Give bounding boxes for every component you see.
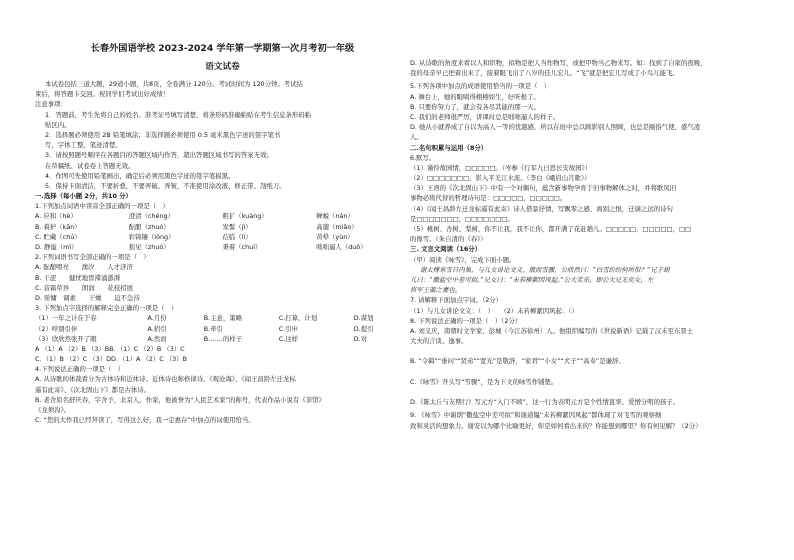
q8-option: 大夫的言谈、逸事。 — [410, 337, 468, 346]
q8-option: C.《咏雪》开头写“雪骤”，是为下文的咏雪作铺垫。 — [410, 377, 558, 386]
intro-line: 束后，将答题卡交回。祝同学们考试出好成绩！ — [35, 90, 170, 99]
exam-subtitle: 语文试卷 — [205, 62, 240, 72]
q4-option: 我的母亲早已把着出来了，接着眼飞出了八岁的佳儿宏儿。“飞”就是把宏儿写成了小鸟儿能飞。 — [410, 69, 679, 78]
q1-option: D. 静谧（mì） — [35, 243, 78, 251]
note-line: 3．请按照题号顺序在各题目的答题区域内作答，超出答题区域书写的答案无效； — [45, 151, 273, 160]
q3-cell: C.引申 — [278, 324, 299, 333]
q3-row — [35, 313, 410, 323]
q6-item: 事物必将代替的哲理诗句是：□□□□□，□□□□□。 — [410, 194, 567, 203]
q1-option-row — [35, 232, 410, 242]
q3-cell: B.牵引 — [203, 324, 223, 333]
q4-option: 《龙须沟》。 — [35, 406, 71, 414]
q3-cell: B.……的样子 — [203, 334, 243, 343]
q3-answer: C．（1）B （2）C （3）DD．（1）A （2）C （3）B — [35, 355, 187, 364]
q4-option: C. “您的大作我已经拜读了，写得这么好，我一定惠存”中加点的词使用恰当。 — [35, 416, 255, 425]
q3-cell: （2）呼朋引伴 — [35, 324, 78, 333]
q1-option: 黄晕（yùn） — [316, 232, 354, 241]
q6-item: （4）《闻王昌龄左迁龙标遥有此寄》诗人借景抒情，写飘零之感、离别之恨，迁谪之远的诗句 — [410, 204, 673, 213]
q6-item: （3）王湾的《次北固山下》中有一个对偶句，蕴含新事物孕育于旧事物解体之时，并将歌凤旧 — [410, 184, 677, 193]
q2-option: D. 骄慵 调素 干燥 迫不急待 — [35, 293, 140, 302]
q4-option: A. 从诗歌的体裁看分为古体诗和近体诗。近体诗也称格律诗。《观沧海》、《闻王昌龄左迁龙标 — [35, 375, 296, 384]
q1-option: 发髻（jì） — [222, 222, 252, 231]
note-line: 1．答题前，考生先将自己的姓名、准考证号填写清楚，将条形码准确粘贴在考生信息条形码粘 — [45, 110, 312, 119]
note-line: 5．保持卡面清洁，不要折叠，不要弄破、弄皱，不准使用涂改液、修正带、刮纸刀。 — [45, 181, 286, 190]
q3-stem: 3. 下列加点字选择的解释完全正确的一项是（ ） — [35, 304, 178, 313]
q4-option: D. 从诗歌的角度来看以人和织物，拟物是把人当作物写，或把甲物当乙物来写。如：找到了自家的夜晚， — [410, 59, 707, 67]
note-line: 写，字体工整、笔迹清楚。 — [45, 141, 122, 150]
q5-option: 人。 — [410, 133, 423, 142]
q3-cell: A.然而 — [147, 334, 167, 343]
q7-stem: 7. 请解释下面加点字词。（2分） — [410, 296, 503, 305]
section-1-heading: 一.选择（每小题 2分，共10 分） — [35, 192, 132, 201]
q3-cell: D.对 — [353, 334, 368, 343]
right-column — [410, 0, 785, 431]
q1-option: 澄清（chéng） — [128, 212, 174, 221]
q1-option: B. 着护（kān） — [35, 222, 81, 231]
q1-option: 彩锦镶（lòng） — [128, 232, 175, 241]
q6-stem: 6.默写。 — [410, 153, 436, 162]
note-line: 2．选择题必须使用 2B 铅笔填涂；非选择题必须使用 0.5 毫米黑色字迹的签字笔书 — [45, 130, 281, 139]
q2-option: B. 干涩 健忧地窖滞涌澎湃 — [35, 273, 121, 282]
q3-cell: D.提引 — [353, 324, 374, 333]
q5-option: C. 我们的老师很严厉，讲课时总是咄咄逼人的样子。 — [410, 112, 560, 121]
q5-option: A. 舞台上，她的眼唱得栩栩如生，好听极了。 — [410, 92, 540, 101]
classical-text-line: 将军王凝之妻也。 — [410, 286, 462, 295]
q1-option: 咄咄逼人（duō） — [316, 243, 367, 251]
q5-option: B. 只要你努力了，就会有各尽其能的那一天。 — [410, 102, 540, 111]
q2-option: C. 音霜草异 朗润 花枝招展 — [35, 283, 133, 292]
q6-item: （2）□□□□□□□，影入平羌江水流。（李白《峨眉山月歌》） — [410, 174, 591, 183]
q1-option: 秉着（chuí） — [222, 243, 262, 251]
q1-option: 莅临（lì） — [222, 232, 252, 241]
q1-option: A. 应和（hè） — [35, 212, 77, 221]
notes-heading: 注意事项： — [35, 100, 67, 109]
q3-cell: B.主意，策略 — [203, 314, 243, 323]
note-line: 在草稿纸、试卷卷上答题无效。 — [45, 161, 135, 170]
q5-stem: 5.下列各项中加点的成语使用恰当的一项是（ ） — [410, 82, 551, 91]
section-3-heading: 三. 文言文阅读（16分） — [410, 245, 482, 254]
q3-cell: （1）一年之计在于春 — [35, 314, 97, 323]
exam-title: 长春外国语学校 2023-2024 学年第一学期第一次月考初一年级 — [90, 43, 355, 54]
q3-cell: A.月份 — [147, 314, 167, 323]
q1-option: 酝酿（zhuó） — [128, 222, 170, 231]
note-line: 4．作图可先使用铅笔画出，确定后必须用黑色字迹的签字笔描黑。 — [45, 171, 235, 180]
q3-answer: A （1）A （2）B （3）BB．（1）C （2）B （3）C — [35, 344, 185, 353]
q5-option: D. 她从小就养成了自以为高人一等的优越感，所以在班中总以顾影别人照顾，也总是颐指气使，盛气凌 — [410, 123, 701, 132]
q8-option: A. 刘义庆，南朝时文学家，彭城（今江苏徐州）人。他组织编写的《世说新语》记载了汉末至东晋士 — [410, 326, 694, 335]
q8-option: B. “令羁”“垂问”“贤弟”“宽光”是敬辞，“家君”“小女”“犬子”“高寿”是谦辞。 — [410, 357, 625, 366]
note-line: 贴区内。 — [45, 120, 71, 129]
q1-stem: 1.下列加点词语中读音全部正确的一项是（ ） — [35, 202, 169, 211]
q8-spacer — [410, 367, 785, 377]
q1-option: C. 贮藏（chú） — [35, 232, 81, 241]
passage-a-heading: （甲）阅读《咏雪》，完成下面小题。 — [410, 255, 516, 264]
q3-row — [35, 324, 410, 334]
q1-option: 高邈（miǎo） — [316, 222, 358, 231]
section-2-heading: 二.名句积累与运用（8分） — [410, 143, 488, 152]
classical-text-line: 儿曰：“撒盐空中差可拟。”兄女曰：“未若柳絮因风起。”公大笑乐。即公大兄无奕女，左 — [410, 275, 654, 284]
q8-spacer — [410, 387, 785, 397]
q2-stem: 2.下列词语书写全部正确的一项是（ ） — [35, 253, 150, 262]
q1-option-row — [35, 211, 410, 221]
q9-stem: 9. 《咏雪》中谢朗“撒盐空中差可拟”和谢道韫“未若柳絮因风起”都体现了对飞雪的观察细 — [410, 411, 662, 420]
classical-text-line: 谢太傅寒雪日内集，与儿女讲论文义。俄而雪骤，公欣然曰：“白雪纷纷何所似？”兄子胡 — [420, 265, 670, 274]
q1-option-row — [35, 242, 410, 252]
q6-item: 的像雪。（朱自清的《春》） — [410, 235, 487, 244]
q4-option: 遥有此寄》、《次北固山下》都是古体诗。 — [35, 385, 151, 394]
q8-spacer — [410, 346, 785, 356]
q1-option: 粗犷（kuàng） — [222, 212, 268, 221]
q3-cell: （3）欣欣然张开了眼 — [35, 334, 97, 343]
q6-item: （5）桃树、杏树、梨树，你不让我，我不让你，都开满了花赶趟儿。□□□□□，□□□□□，□□ — [410, 225, 692, 233]
q1-option-row — [35, 222, 410, 232]
q3-cell: C.打算，计划 — [278, 314, 318, 323]
q1-option: 蝉蜕（nán） — [316, 212, 354, 221]
q6-item: （1）谨怜故园情，□□□□□。（岑参《行军九日思长安故园》） — [410, 163, 592, 172]
q3-row — [35, 334, 410, 344]
left-column — [35, 0, 410, 425]
q3-cell: A.招引 — [147, 324, 167, 333]
q3-cell: C.这样 — [278, 334, 299, 343]
q4-stem: 4.下列说法正确的一项是（ ） — [35, 365, 125, 374]
q3-cell: D.谋划 — [353, 314, 374, 323]
intro-line: 本试卷包括三道大题，29道小题，共8页，全卷满分 120分。考试时间为 120分钟。考试结 — [45, 80, 303, 88]
q9-stem: 致和灵活的想象力。谢安以为哪个比喻更好，你是如何看出来的？你能想到哪里？你有何见解？（2分） — [410, 421, 702, 430]
q8-option: D.《陈太丘与友期行》写元方“入门不顾”，这一行为表明元方是个性情直率、爱憎分明的孩子。 — [410, 398, 680, 407]
q4-option: B. 老舍原名舒庆春，字舍予，北京人，作家，他被誉为“人民艺术家”的称号，代表作品小说有《茶馆》 — [35, 395, 325, 404]
q1-option: 拙见（zhuó） — [128, 243, 170, 251]
q6-item: 是□□□□□□□，□□□□□□□。 — [410, 214, 514, 223]
q7-item: （1）与儿女讲论文义：（ ） （2）未若柳絮因风起：（） — [410, 306, 578, 315]
q2-option: A. 酝酿嘹亮 澳汐 人才济济 — [35, 263, 133, 272]
q8-stem: 8. 下列说法正确的一项是（ ）（2分） — [410, 316, 522, 325]
